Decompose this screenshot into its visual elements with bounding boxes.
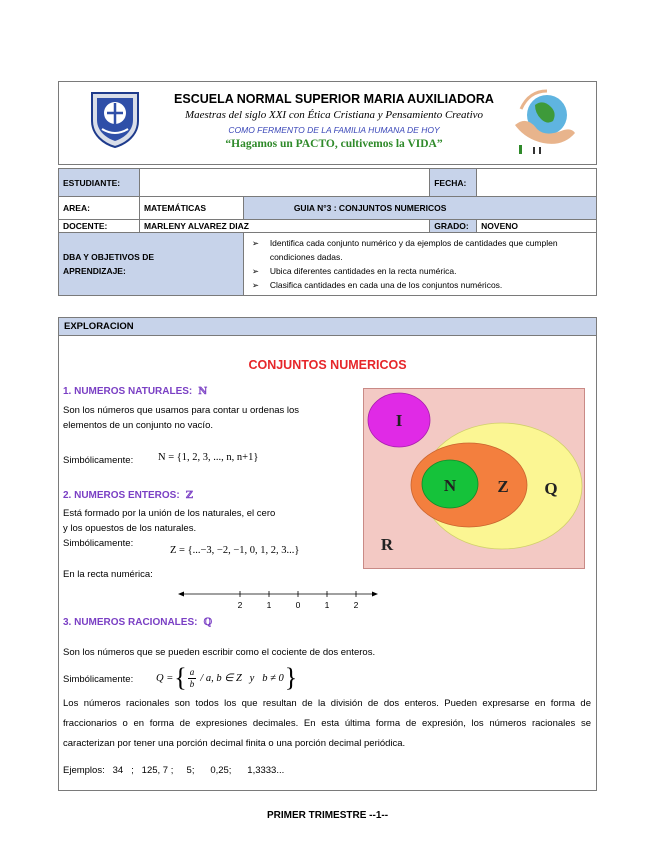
enteros-simb-label: Simbólicamente: — [63, 538, 134, 549]
docente-value: MARLENY ALVAREZ DIAZ — [139, 220, 429, 233]
right-brace-icon: } — [284, 663, 298, 692]
enteros-formula: Z = {...−3, −2, −1, 0, 1, 2, 3...} — [170, 545, 300, 556]
naturales-heading — [63, 386, 207, 397]
school-motto: Maestras del siglo XXI con Ética Cristiana y Pensamiento Creativo — [184, 109, 484, 121]
area-label: AREA: — [59, 197, 140, 220]
dba-label — [59, 233, 244, 296]
naturales-text: Son los números que usamos para contar u ordenas los elementos de un conjunto no vacío. — [63, 405, 300, 431]
number-line-tick-label: 2 — [353, 600, 359, 610]
fraction — [188, 667, 197, 690]
grado-label: GRADO: — [430, 220, 477, 233]
fraction-denominator: b — [189, 678, 195, 689]
exploracion-heading: EXPLORACION — [58, 317, 597, 336]
venn-label-N: N — [443, 476, 457, 495]
venn-label-R: R — [380, 535, 394, 554]
arrow-bullet-icon: ➢ — [251, 238, 259, 248]
objetivo-text: Clasifica cantidades en cada una de los conjuntos numéricos. — [269, 280, 503, 290]
fecha-field[interactable] — [477, 169, 597, 197]
number-line-tick-label: 1 — [324, 600, 330, 610]
enteros-heading — [63, 490, 193, 501]
recta-label: En la recta numérica: — [63, 569, 153, 580]
arrow-bullet-icon: ➢ — [251, 280, 259, 290]
naturales-symbol: ℕ — [198, 386, 208, 397]
guia-title: GUIA N°3 : CONJUNTOS NUMERICOS — [243, 197, 596, 220]
enteros-text-2: y los opuestos de los naturales. — [63, 523, 197, 534]
number-line-tick-label: 1 — [266, 600, 272, 610]
formula-condition: / a, b ∈ Z y b ≠ 0 — [200, 673, 284, 684]
objetivo-text: Identifica cada conjunto numérico y da ejemplos de cantidades que cumplen condiciones dadas. — [269, 238, 558, 262]
objetivo-item — [252, 264, 592, 278]
naturales-formula: N = {1, 2, 3, ..., n, n+1} — [158, 452, 259, 463]
left-brace-icon: { — [174, 663, 187, 692]
objetivos-list — [243, 233, 596, 296]
racionales-simb-label: Simbólicamente: — [63, 674, 134, 685]
naturales-simb-label: Simbólicamente: — [63, 455, 134, 466]
estudiante-label: ESTUDIANTE: — [59, 169, 140, 197]
venn-label-Q: Q — [544, 479, 558, 498]
estudiante-field[interactable] — [139, 169, 429, 197]
docente-label: DOCENTE: — [59, 220, 140, 233]
grado-value: NOVENO — [477, 220, 597, 233]
venn-label-I: I — [395, 411, 403, 430]
racionales-symbol: ℚ — [203, 617, 213, 628]
hands-globe-logo — [513, 85, 577, 157]
number-sets-venn-diagram — [363, 388, 585, 569]
student-info-table — [58, 168, 597, 296]
racionales-heading-text: 3. NUMEROS RACIONALES: — [63, 617, 198, 628]
school-ferment: COMO FERMENTO DE LA FAMILIA HUMANA DE HOY — [228, 125, 440, 135]
fraction-numerator: a — [189, 666, 195, 677]
racionales-heading — [63, 617, 212, 628]
racionales-text: Son los números que se pueden escribir como el cociente de dos enteros. — [63, 647, 376, 658]
objetivo-text: Ubica diferentes cantidades en la recta numérica. — [269, 266, 457, 276]
racionales-examples: Ejemplos: 34 ; 125, 7 ; 5; 0,25; 1,3333... — [63, 765, 285, 776]
school-crest-logo — [88, 89, 142, 149]
number-line-tick-label: 0 — [295, 600, 301, 610]
enteros-symbol: ℤ — [185, 490, 193, 501]
school-pacto: “Hagamos un PACTO, cultivemos la VIDA” — [225, 138, 443, 150]
area-value: MATEMÁTICAS — [139, 197, 243, 220]
number-line-tick-label: 2 — [237, 600, 243, 610]
school-name: ESCUELA NORMAL SUPERIOR MARIA AUXILIADORA — [174, 92, 494, 106]
venn-label-Z: Z — [497, 477, 509, 496]
racionales-formula — [156, 662, 297, 694]
racionales-paragraph: Los números racionales son todos los que resultan de la división de dos enteros. Pueden expresarse en forma de fraccionarios o en forma de expresiones decimales. En esta última forma de expresión, los números racionales se caracterizan por tener una porción decimal finita o una porción decimal periódica. — [63, 698, 591, 749]
fecha-label: FECHA: — [430, 169, 477, 197]
left-arrow-icon — [178, 592, 184, 597]
page-footer: PRIMER TRIMESTRE --1-- — [266, 810, 389, 821]
arrow-bullet-icon: ➢ — [251, 266, 259, 276]
right-arrow-icon — [372, 592, 378, 597]
objetivo-item — [252, 236, 592, 264]
enteros-heading-text: 2. NUMEROS ENTEROS: — [63, 490, 180, 501]
naturales-heading-text: 1. NUMEROS NATURALES: — [63, 386, 193, 397]
dba-label-text: DBA Y OBJETIVOS DE APRENDIZAJE: — [63, 252, 155, 276]
formula-q: Q = — [156, 672, 174, 684]
objetivo-item — [252, 278, 592, 292]
enteros-text-1: Está formado por la unión de los naturales, el cero — [63, 508, 276, 519]
conjuntos-title: CONJUNTOS NUMERICOS — [248, 358, 407, 372]
number-line — [178, 584, 378, 614]
